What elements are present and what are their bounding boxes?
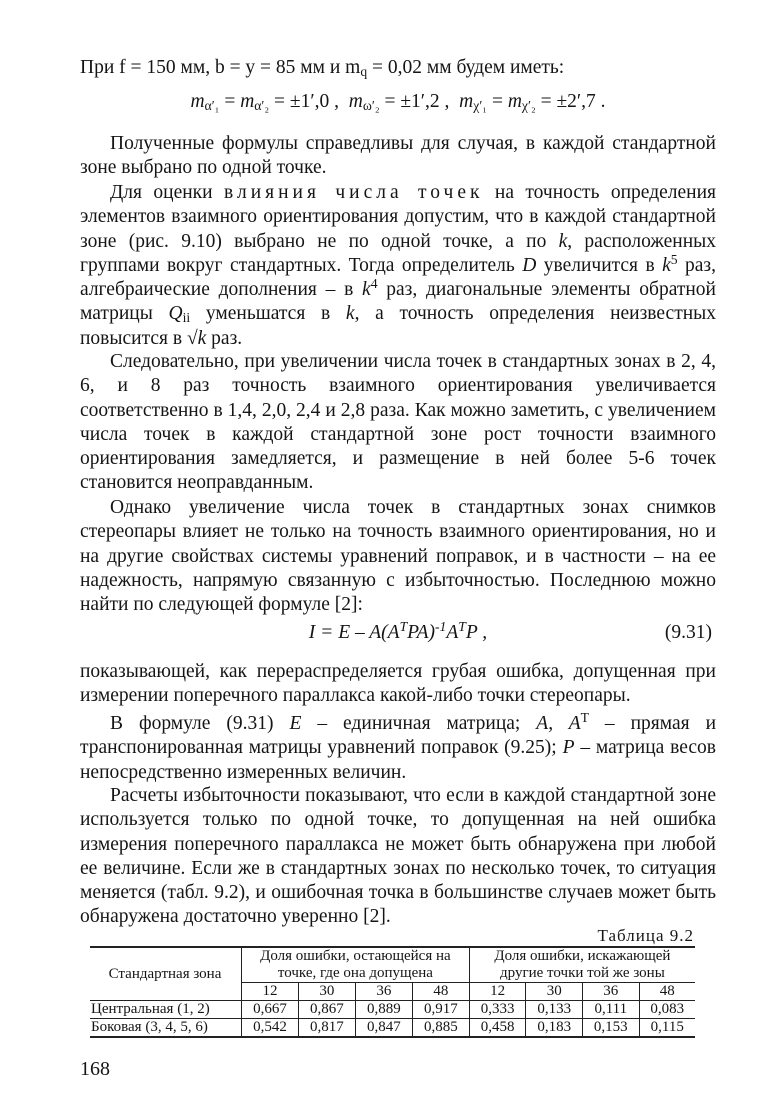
table-cell: 0,153 xyxy=(582,1019,639,1038)
p2-part8: , а точность определения неизвестных повысится в xyxy=(80,303,717,349)
paragraph-5: показывающей, как перераспределяется грубая ошибка, допущенная при измерении поперечного параллакса какой-либо точки стереопары. xyxy=(80,661,716,707)
header-group-1: Доля ошибки, остающейся на точке, где она допущена xyxy=(242,947,470,983)
p2-Q-sub: ii xyxy=(182,310,191,326)
formula1-sub-omega2: ω′₂ xyxy=(362,98,380,113)
table-cell: 0,333 xyxy=(469,1001,526,1019)
p2-k4: k xyxy=(362,279,371,301)
table-row xyxy=(90,1019,695,1038)
table-cell: 0,917 xyxy=(412,1001,469,1019)
p2-k: k xyxy=(558,230,568,252)
equation-number: (9.31) xyxy=(664,622,712,643)
paragraph-7: Расчеты избыточности показывают, что если в каждой стандартной зоне используется только по одной точке, то допущенная на ней ошибка измерения поперечного параллакса не может быть обнаружена при любой ее величине. Если же в стандартных зонах по несколько точек, то ситуация меняется (табл. 9.2), и ошибочная точка в большинстве случаев может быть обнаружена достаточно уверенно [2]. xyxy=(80,785,716,928)
paragraph-2 xyxy=(80,181,716,351)
intro-text: При f = 150 мм, b = y = 85 мм и m xyxy=(80,57,361,78)
p2-spaced-term: влияния числа точек xyxy=(224,182,484,203)
table-cell: 0,667 xyxy=(242,1001,299,1019)
formula1-sub-alpha1: α′₁ xyxy=(204,98,220,113)
header-n: 36 xyxy=(355,983,412,1001)
header-n: 36 xyxy=(582,983,639,1001)
intro-tail: = 0,02 мм будем иметь: xyxy=(367,57,565,78)
paragraph-4: Однако увеличение числа точек в стандартных зонах снимков стереопары влияет не только на точность взаимного ориентирования, но и на другие свойствах системы уравнений поправок, и в частности – на ее надежность, напрямую связанную с избыточностью. Последнюю можно найти по следующей формуле [2]: xyxy=(80,497,716,616)
formula2-inverse: -1 xyxy=(434,619,447,634)
formula2-lhs: I = E – A(A xyxy=(308,622,400,643)
table-cell: 0,083 xyxy=(639,1001,695,1019)
formula1-sub-chi2: χ′₂ xyxy=(521,98,536,113)
p2-k4-sup: 4 xyxy=(370,276,378,292)
table-cell: 0,885 xyxy=(412,1019,469,1038)
p6-A: A, A xyxy=(536,713,581,734)
p2-k-b: k xyxy=(345,303,355,325)
intro-subscript: q xyxy=(360,64,368,79)
paragraph-3: Следовательно, при увеличении числа точек в стандартных зонах в 2, 4, 6, и 8 раз точность взаимного ориентирования увеличивается соответственно в 1,4, 2,0, 2,4 и 2,8 раза. Как можно заметить, с увеличением числа точек в каждой стандартной зоне рост точности взаимного ориентирования замедляется, и размещение в ней более 5-6 точек становится неоправданным. xyxy=(80,351,716,494)
table-cell: 0,847 xyxy=(355,1019,412,1038)
header-zone: Стандартная зона xyxy=(90,947,242,1001)
formula1-m4: m xyxy=(459,91,474,112)
header-n: 48 xyxy=(639,983,695,1001)
p2-part7: уменьшатся в xyxy=(190,303,346,325)
table-cell: 0,111 xyxy=(582,1001,639,1019)
header-n: 12 xyxy=(469,983,526,1001)
header-n: 30 xyxy=(526,983,583,1001)
table-header-row-1 xyxy=(90,947,695,983)
formula1-val1: = ±1′,0 , xyxy=(269,91,340,112)
p2-Q: Q xyxy=(168,303,183,325)
formula1-m1: m xyxy=(190,91,205,112)
table-cell: 0,542 xyxy=(242,1019,299,1038)
p2-part6: раз, диагональные элементы обратной матрицы xyxy=(80,279,716,325)
table-cell: 0,115 xyxy=(639,1019,695,1038)
p2-D: D xyxy=(522,254,537,276)
p2-sqrt-k: √k xyxy=(186,327,207,349)
formula1-m5: m xyxy=(507,91,522,112)
table-row xyxy=(90,1001,695,1019)
p6-part4: – матрица весов непосредственно измеренных величин. xyxy=(80,737,716,783)
table-cell: 0,817 xyxy=(298,1019,355,1038)
table-cell: 0,183 xyxy=(526,1019,583,1038)
p2-k5: k xyxy=(662,254,671,276)
p6-E: E xyxy=(289,713,302,734)
table-cell: 0,867 xyxy=(298,1001,355,1019)
p2-part5: раз, алгебраические дополнения – в xyxy=(80,254,717,301)
p2-part9: раз. xyxy=(206,327,243,349)
table-cell: 0,133 xyxy=(526,1001,583,1019)
p2-part1: Для оценки xyxy=(110,182,225,203)
p2-part3: , расположенных группами вокруг стандартных. Тогда определитель xyxy=(80,230,717,276)
p6-part2: – единичная матрица; xyxy=(301,713,537,734)
header-n: 12 xyxy=(242,983,299,1001)
table-cell: 0,458 xyxy=(469,1019,526,1038)
formula2-end: P , xyxy=(465,622,488,643)
intro-line xyxy=(80,56,716,80)
paragraph-1: Полученные формулы справедливы для случая, в каждой стандартной зоне выбрано по одной точке. xyxy=(80,133,716,179)
p6-part3: – прямая и транспонированная матрицы уравнений поправок (9.25); xyxy=(80,713,717,759)
formula1-sub-chi1: χ′₁ xyxy=(473,98,488,113)
formula-accuracy: $m_{\alpha'_1} = m_{\alpha'_2} = \pm 1',0$ , $m_{\omega'_2} = \pm 1',2$ , $m_{\chi'_1} = m_{\chi'_2} = \pm 2',7$ . xyxy=(190,91,606,113)
formula1-val3: = ±2′,7 . xyxy=(535,91,606,112)
formula2-T1: T xyxy=(399,619,408,634)
row-zone: Центральная (1, 2) xyxy=(90,1001,242,1019)
page-number: 168 xyxy=(80,1058,110,1080)
formula2-mid2: A xyxy=(446,622,459,643)
p2-part4: увеличится в xyxy=(536,254,663,276)
formula2-T2: T xyxy=(458,619,466,634)
p2-k5-sup: 5 xyxy=(670,251,678,267)
formula-redundancy xyxy=(80,619,716,644)
table-cell: 0,889 xyxy=(355,1001,412,1019)
formula2-mid: PA) xyxy=(407,622,435,643)
header-group-2: Доля ошибки, искажающей другие точки той же зоны xyxy=(469,947,695,983)
header-n: 48 xyxy=(412,983,469,1001)
p2-part2: на точность определения элементов взаимного ориентирования допустим, что в каждой стандартной зоне (рис. 9.10) выбрано не по одной точке, а по xyxy=(80,182,717,252)
table-caption: Таблица 9.2 xyxy=(597,926,694,945)
header-n: 30 xyxy=(298,983,355,1001)
p6-P: P xyxy=(562,737,575,759)
row-zone: Боковая (3, 4, 5, 6) xyxy=(90,1019,242,1038)
p6-AT: T xyxy=(580,710,589,725)
paragraph-6 xyxy=(80,712,716,785)
formula1-m3: m xyxy=(348,91,363,112)
formula1-val2: = ±1′,2 , xyxy=(379,91,450,112)
formula1-sub-alpha2: α′₂ xyxy=(254,98,270,113)
p6-part1: В формуле (9.31) xyxy=(110,713,290,734)
formula1-m2: m xyxy=(240,91,255,112)
data-table xyxy=(90,946,695,1038)
